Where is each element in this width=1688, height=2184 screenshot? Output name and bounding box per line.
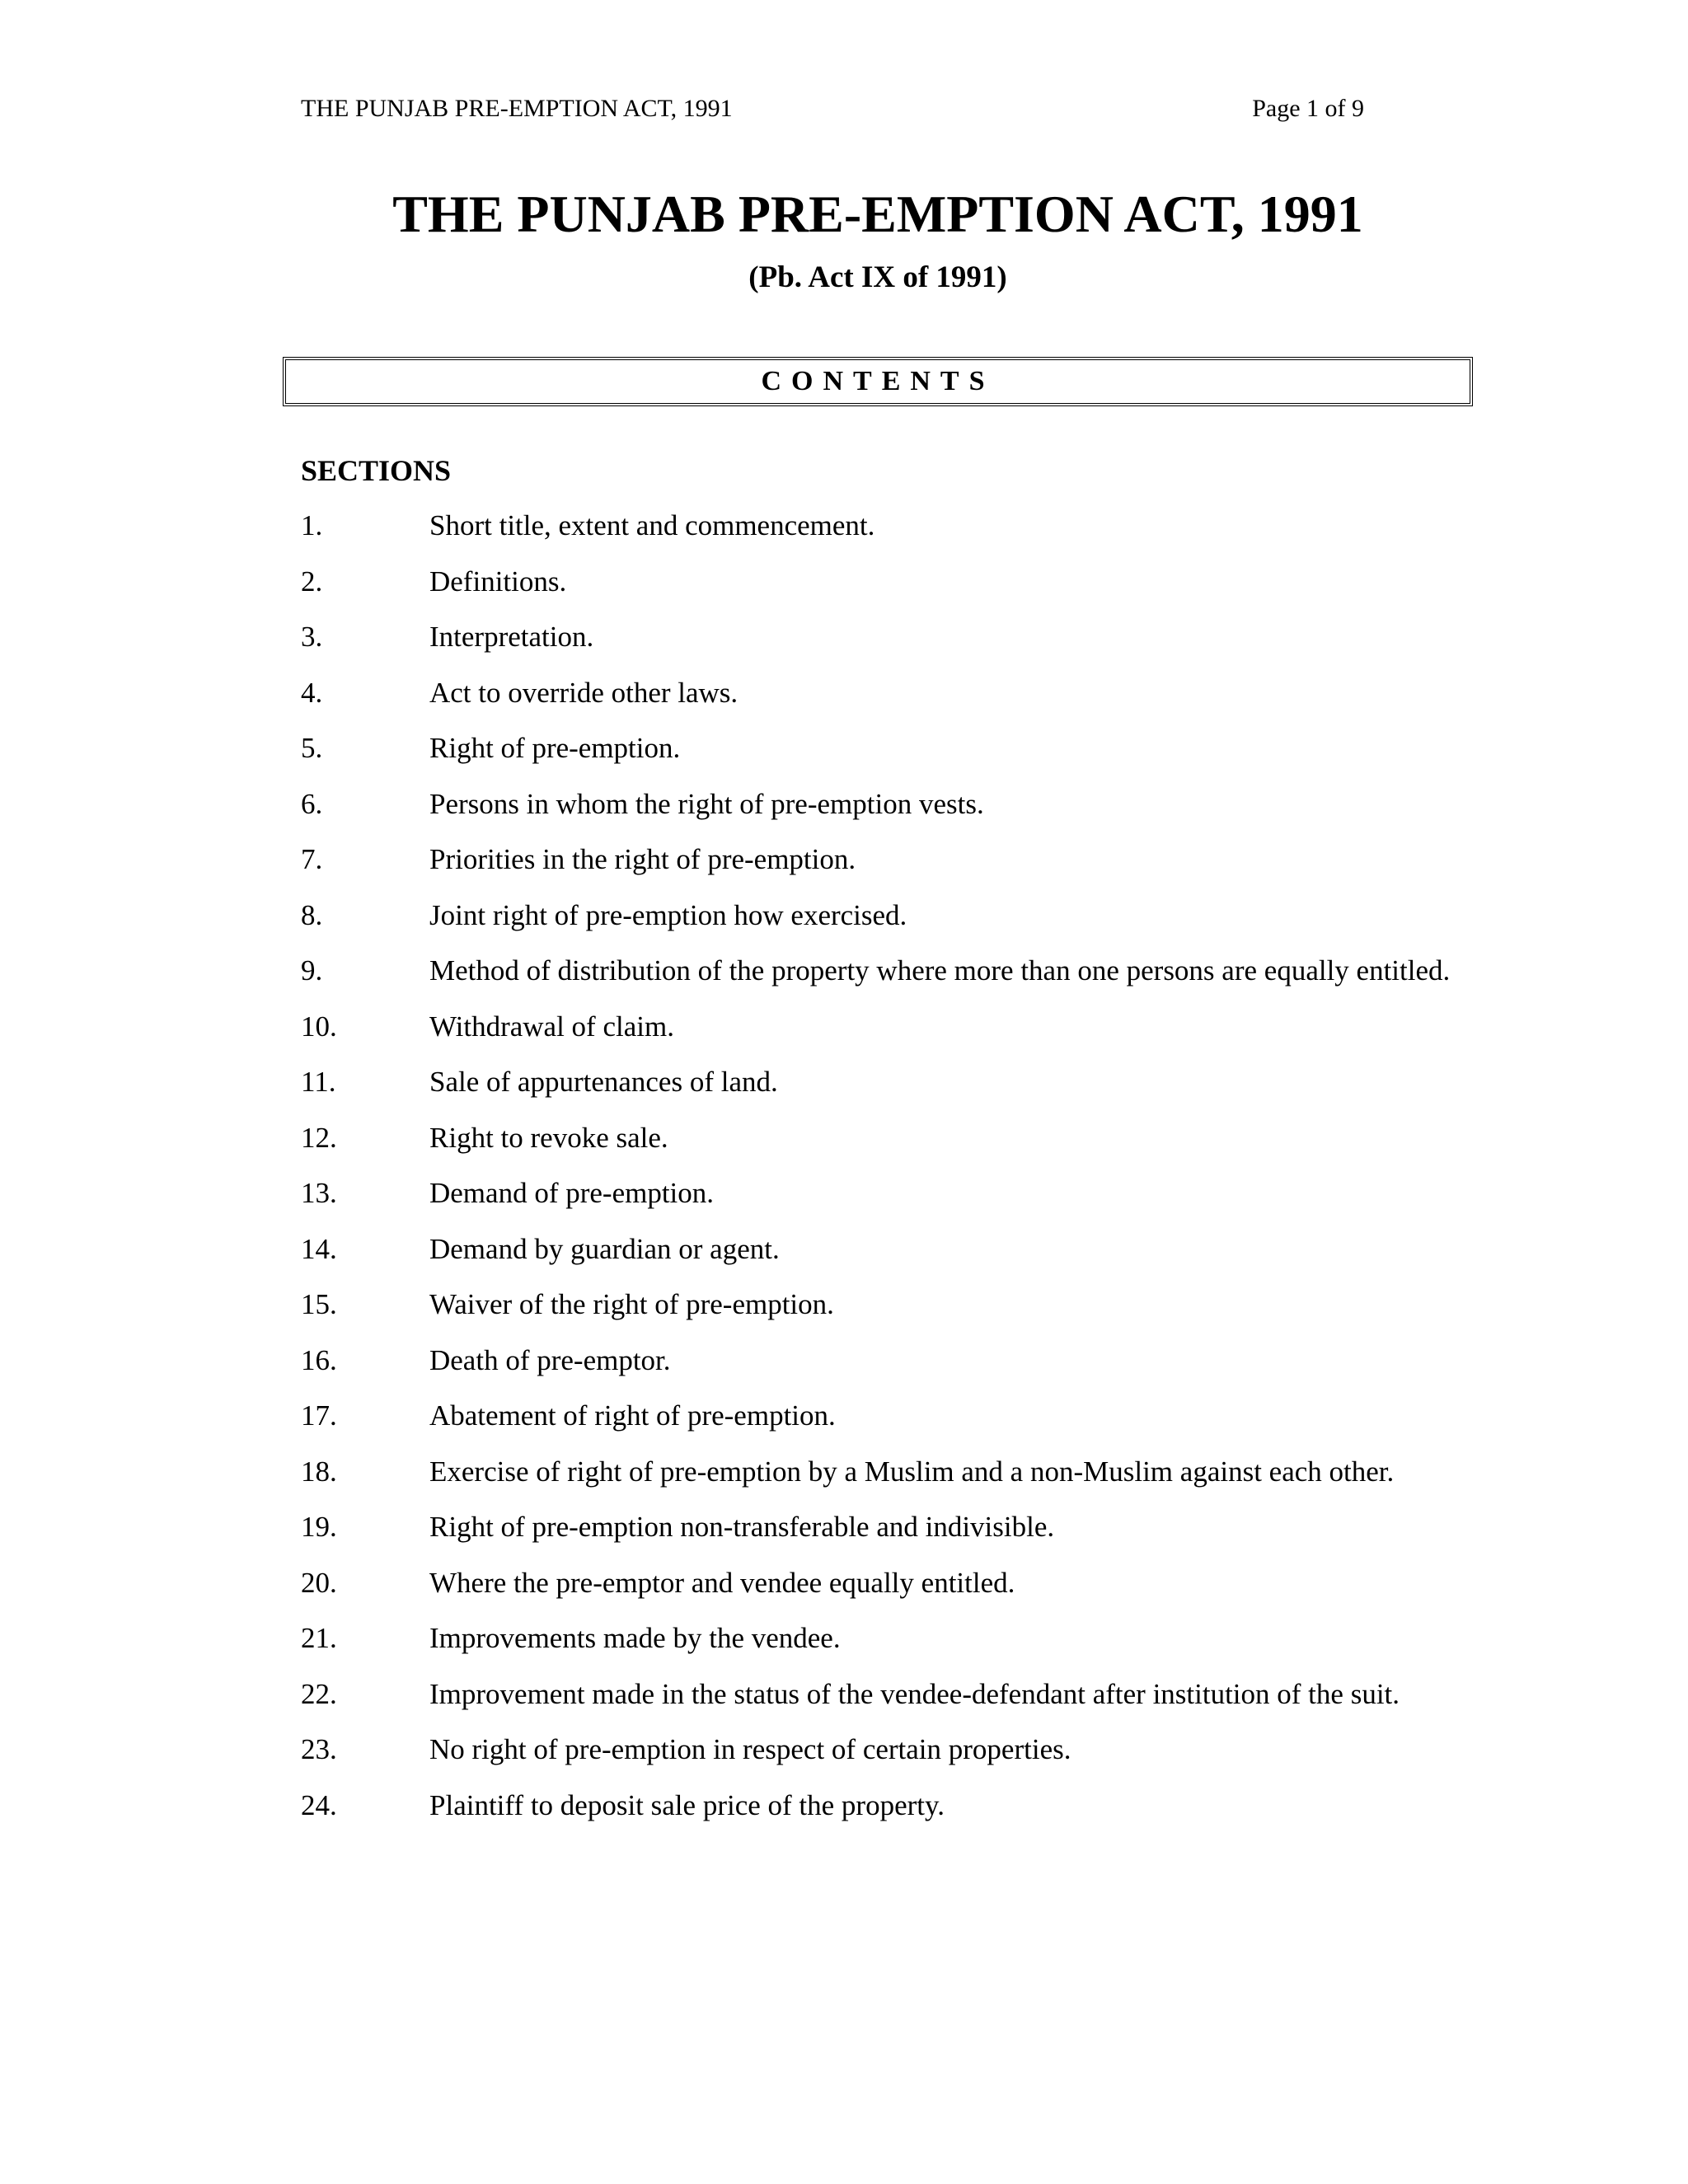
section-entry — [301, 1788, 1455, 1823]
section-number: 7. — [301, 843, 323, 875]
section-title: Waiver of the right of pre-emption. — [429, 1288, 834, 1320]
section-entry — [301, 1455, 1455, 1489]
section-number: 4. — [301, 676, 323, 709]
section-entry — [301, 1010, 1455, 1044]
section-number: 12. — [301, 1121, 337, 1154]
section-number: 24. — [301, 1788, 337, 1821]
section-entry — [301, 1621, 1455, 1656]
section-title: Abatement of right of pre-emption. — [429, 1399, 836, 1432]
section-number: 11. — [301, 1066, 336, 1098]
section-number: 8. — [301, 898, 323, 931]
section-title: Exercise of right of pre-emption by a Muslim and a non-Muslim against each other. — [429, 1455, 1395, 1488]
section-title: Withdrawal of claim. — [429, 1010, 674, 1043]
section-entry — [301, 565, 1455, 599]
section-entry — [301, 1287, 1455, 1322]
section-title: Short title, extent and commencement. — [429, 509, 875, 541]
section-entry — [301, 1121, 1455, 1155]
section-number: 3. — [301, 621, 323, 653]
section-title: Sale of appurtenances of land. — [429, 1066, 778, 1098]
section-title: Improvement made in the status of the vendee-defendant after institution of the suit. — [429, 1677, 1400, 1710]
section-entry — [301, 1677, 1455, 1712]
document-title: THE PUNJAB PRE-EMPTION ACT, 1991 — [392, 185, 1363, 243]
section-number: 17. — [301, 1399, 337, 1432]
section-entry — [301, 898, 1455, 933]
section-title: Right to revoke sale. — [429, 1121, 668, 1154]
section-number: 21. — [301, 1622, 337, 1654]
section-entry — [301, 1343, 1455, 1378]
section-entry — [301, 731, 1455, 766]
section-title: Method of distribution of the property where more than one persons are equally entitled. — [429, 954, 1451, 987]
section-title: Where the pre-emptor and vendee equally entitled. — [429, 1566, 1015, 1599]
section-entry — [301, 1065, 1455, 1099]
section-entry — [301, 1732, 1455, 1767]
section-number: 2. — [301, 565, 323, 598]
section-title: Interpretation. — [429, 621, 594, 653]
section-title: Definitions. — [429, 565, 567, 598]
section-title: Right of pre-emption. — [429, 732, 681, 764]
section-title: Improvements made by the vendee. — [429, 1622, 841, 1654]
section-number: 9. — [301, 954, 323, 987]
sections-list — [301, 509, 1455, 1844]
document-subtitle: (Pb. Act IX of 1991) — [748, 260, 1007, 294]
section-number: 14. — [301, 1232, 337, 1265]
section-number: 10. — [301, 1010, 337, 1043]
section-title: Persons in whom the right of pre-emption vests. — [429, 787, 984, 820]
section-entry — [301, 1176, 1455, 1211]
section-entry — [301, 676, 1455, 710]
section-number: 16. — [301, 1343, 337, 1376]
section-title: No right of pre-emption in respect of certain properties. — [429, 1733, 1071, 1765]
section-number: 1. — [301, 509, 323, 541]
header-page-number: Page 1 of 9 — [1252, 95, 1364, 122]
section-title: Demand of pre-emption. — [429, 1177, 715, 1209]
section-number: 23. — [301, 1733, 337, 1765]
section-title: Priorities in the right of pre-emption. — [429, 843, 856, 875]
section-title: Right of pre-emption non-transferable and indivisible. — [429, 1511, 1055, 1543]
section-number: 19. — [301, 1511, 337, 1543]
section-entry — [301, 620, 1455, 654]
section-number: 6. — [301, 787, 323, 820]
section-title: Death of pre-emptor. — [429, 1343, 671, 1376]
section-entry — [301, 842, 1455, 877]
section-entry — [301, 787, 1455, 822]
section-number: 15. — [301, 1288, 337, 1320]
header-act-title: THE PUNJAB PRE-EMPTION ACT, 1991 — [301, 95, 733, 122]
section-entry — [301, 1566, 1455, 1601]
section-title: Demand by guardian or agent. — [429, 1232, 780, 1265]
section-number: 18. — [301, 1455, 337, 1488]
section-entry — [301, 1232, 1455, 1267]
section-number: 13. — [301, 1177, 337, 1209]
contents-banner — [283, 357, 1473, 406]
contents-label: CONTENTS — [761, 366, 995, 396]
section-entry — [301, 954, 1455, 988]
section-number: 22. — [301, 1677, 337, 1710]
section-entry — [301, 509, 1455, 543]
section-number: 20. — [301, 1566, 337, 1599]
section-title: Joint right of pre-emption how exercised. — [429, 898, 907, 931]
section-entry — [301, 1510, 1455, 1544]
section-title: Plaintiff to deposit sale price of the property. — [429, 1788, 945, 1821]
section-entry — [301, 1399, 1455, 1433]
sections-heading: SECTIONS — [301, 454, 452, 487]
section-number: 5. — [301, 732, 323, 764]
section-title: Act to override other laws. — [429, 676, 738, 709]
